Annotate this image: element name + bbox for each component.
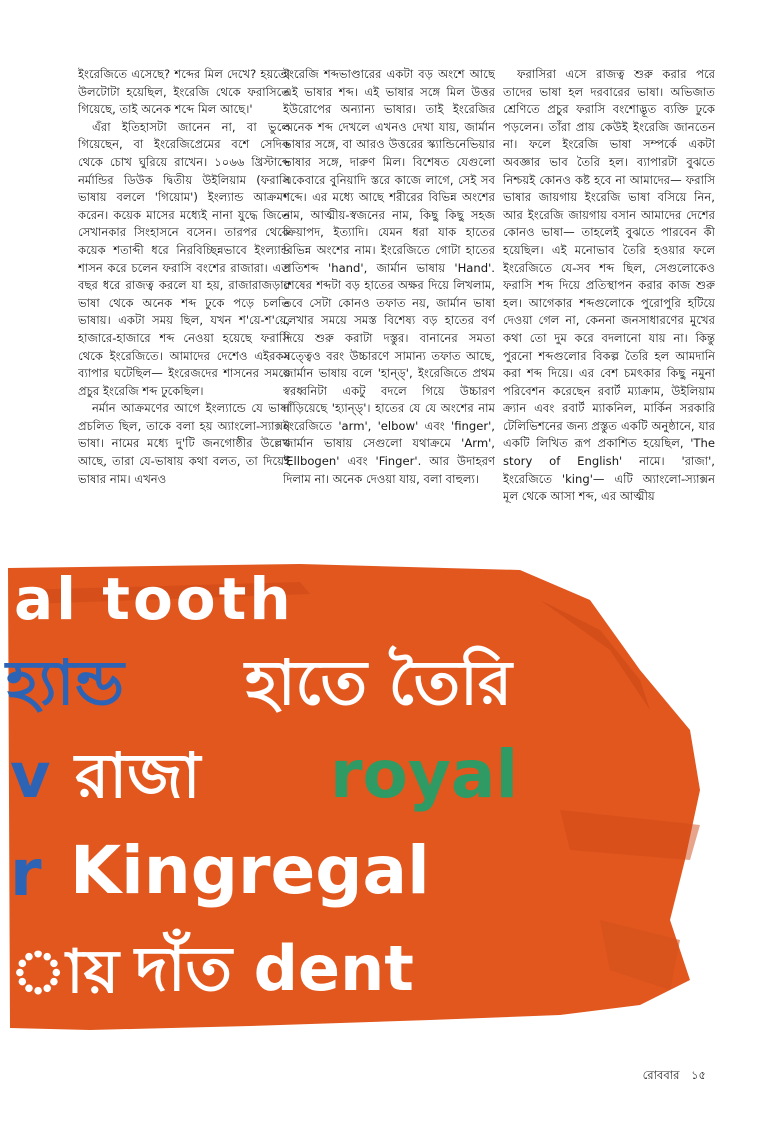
art-word-hatetoiri: হাতে তৈরি [245,646,513,719]
paragraph: নর্মান আক্রমণের আগে ইংল্যান্ডে যে ভাষা প্রচলিত ছিল, তাকে বলা হয় অ্যাংলো-স্যাক্সন ভাষা। নামের মধ্যে দু'টি জনগোষ্ঠীর উল্লেখ আছে, তারা যে-ভাষায় কথা বলত, তা দিয়েই ভাষার নাম। এখনও [78,401,290,486]
art-word-ay: ায় [10,937,119,1007]
art-word-hand-bengali-blue: হ্যান্ড [6,646,125,719]
page-number: ১৫ [691,1068,706,1082]
illustration [0,560,770,1060]
article-column-3 [503,66,715,544]
art-word-dant-dent: দাঁত dent [135,932,414,1005]
art-word-royal: royal [330,736,519,813]
art-word-tooth: al tooth [14,565,294,633]
paragraph: ইংরেজিতে এসেছে? শব্দের মিল দেখে? হয়তো উলটোটা হয়েছিল, ইংরেজি থেকে ফরাসিতে গিয়েছে, তাই অনেক শব্দে মিল আছে।' [78,67,290,117]
art-letter-v: v [10,739,51,812]
article-column-2 [283,66,495,544]
art-word-kingregal: Kingregal [70,832,430,909]
art-word-raja: রাজা [75,739,201,812]
paragraph: এঁরা ইতিহাসটা জানেন না, বা ভুলে গিয়েছেন, বা ইংরেজিপ্রেমের বশে সেদিক থেকে চোখ ঘুরিয়ে রাখেন। ১০৬৬ খ্রিস্টাব্দে নর্মান্ডির ডিউক দ্বিতীয় উইলিয়াম (ফরাসি ভাষায় বললে 'গিয়োম') ইংল্যান্ড আক্রমণ করেন। কয়েক মাসের মধ্যেই নানা যুদ্ধে জিতে সেখানকার সিংহাসনে বসেন। তারপর থেকে কয়েক শতাব্দী ধরে নিরবিচ্ছিন্নভাবে ইংল্যান্ড শাসন করে চলেন ফরাসি বংশের রাজারা। এত বছর ধরে রাজত্ব করলে যা হয়, রাজারাজড়ার ভাষা থেকে অনেক শব্দ ঢুকে পড়ে চলতি ভাষায়। একটা সময় ছিল, যখন শ'য়ে-শ'য়ে, হাজারে-হাজারে শব্দ নেওয়া হয়েছে ফরাসি থেকে ইংরেজিতে। আমাদের দেশেও এইরকম ব্যাপার ঘটেছিল— ইংরেজদের শাসনের সময়ে প্রচুর ইংরেজি শব্দ ঢুকেছিল। [78,119,290,398]
publication-name: রোববার [642,1068,680,1082]
page-footer [635,1067,706,1086]
article-column-1 [78,66,290,544]
paragraph: ফরাসিরা এসে রাজত্ব শুরু করার পরে তাদের ভাষা হল দরবারের ভাষা। অভিজাত শ্রেণিতে প্রচুর ফরাসি বংশোদ্ভূত ব্যক্তি ঢুকে পড়লেন। তাঁরা প্রায় কেউই ইংরেজি জানতেন না। ফলে ইংরেজি ভাষা সম্পর্কে একটা অবজ্ঞার ভাব তৈরি হল। ব্যাপারটা বুঝতে নিশ্চয়ই কোনও কষ্ট হবে না আমাদের— ফরাসি ভাষার জায়গায় ইংরেজি ভাষা বসিয়ে নিন, আর ইংরেজি জায়গায় বসান আমাদের দেশের কোনও ভাষা— তাহলেই বুঝতে পারবেন কী হয়েছিল। এই মনোভাব তৈরি হওয়ার ফলে ইংরেজিতে যে-সব শব্দ ছিল, সেগুলোকেও ফরাসি শব্দ দিয়ে প্রতিস্থাপন করার কাজ শুরু হল। আগেকার শব্দগুলোকে পুরোপুরি হটিয়ে দেওয়া গেল না, কেননা জনসাধারণের মুখের কথা তো দুম করে বদলানো যায় না। কিন্তু পুরনো শব্দগুলোর বিকল্প তৈরি হল আমদানি করা শব্দ দিয়ে। এর বেশ চমৎকার কিছু নমুনা পরিবেশন করেছেন রবার্ট ম্যাক্রাম, উইলিয়াম ক্র্যান এবং রবার্ট ম্যাকনিল, মার্কিন সরকারি টেলিভিশনের জন্য প্রস্তুত একটি অনুষ্ঠানে, যার একটি লিখিত রূপ প্রকাশিত হয়েছিল, 'The story of English' নামে। 'রাজা', ইংরেজিতে 'king'— এটি অ্যাংলো-স্যাক্সন মূল থেকে আসা শব্দ, এর আত্মীয় [503,67,715,504]
art-letter-r: r [10,837,42,911]
paragraph: ইংরেজি শব্দভাণ্ডারের একটা বড় অংশে আছে এই ভাষার শব্দ। এই ভাষার সঙ্গে মিল উত্তর ইউরোপের অন্যান্য ভাষার। তাই ইংরেজির অনেক শব্দ দেখলে এখনও দেখা যায়, জার্মান ভাষার সঙ্গে, বা আরও উত্তরের স্ক্যান্ডিনেভিয়ার ভাষার সঙ্গে, দারুণ মিল। বিশেষত যেগুলো একেবারে বুনিয়াদি স্তরে কাজে লাগে, সেই সব শব্দে। এর মধ্যে আছে শরীরের বিভিন্ন অংশের নাম, আত্মীয়-স্বজনের নাম, কিছু কিছু সহজ ক্রিয়াপদ, ইত্যাদি। যেমন ধরা যাক হাতের বিভিন্ন অংশের নাম। ইংরেজিতে গোটা হাতের প্রতিশব্দ 'hand', জার্মান ভাষায় 'Hand'. শেষের শব্দটা বড় হাতের অক্ষর দিয়ে লিখলাম, তবে সেটা কোনও তফাত নয়, জার্মান ভাষা লেখার সময়ে সমস্ত বিশেষ্য বড় হাতের বর্ণ দিয়ে শুরু করাটা দস্তুর। বানানের সমতা সত্ত্বেও বরং উচ্চারণে সামান্য তফাত আছে, জার্মান ভাষায় বলে 'হান্ড্', ইংরেজিতে প্রথম স্বরধ্বনিটা একটু বদলে গিয়ে উচ্চারণ দাঁড়িয়েছে 'হ্যান্ড্'। হাতের যে যে অংশের নাম ইংরেজিতে 'arm', 'elbow' এবং 'finger', জার্মান ভাষায় সেগুলো যথাক্রমে 'Arm', 'Ellbogen' এবং 'Finger'. আর উদাহরণ দিলাম না। অনেক দেওয়া যায়, বলা বাহুল্য। [283,67,495,486]
